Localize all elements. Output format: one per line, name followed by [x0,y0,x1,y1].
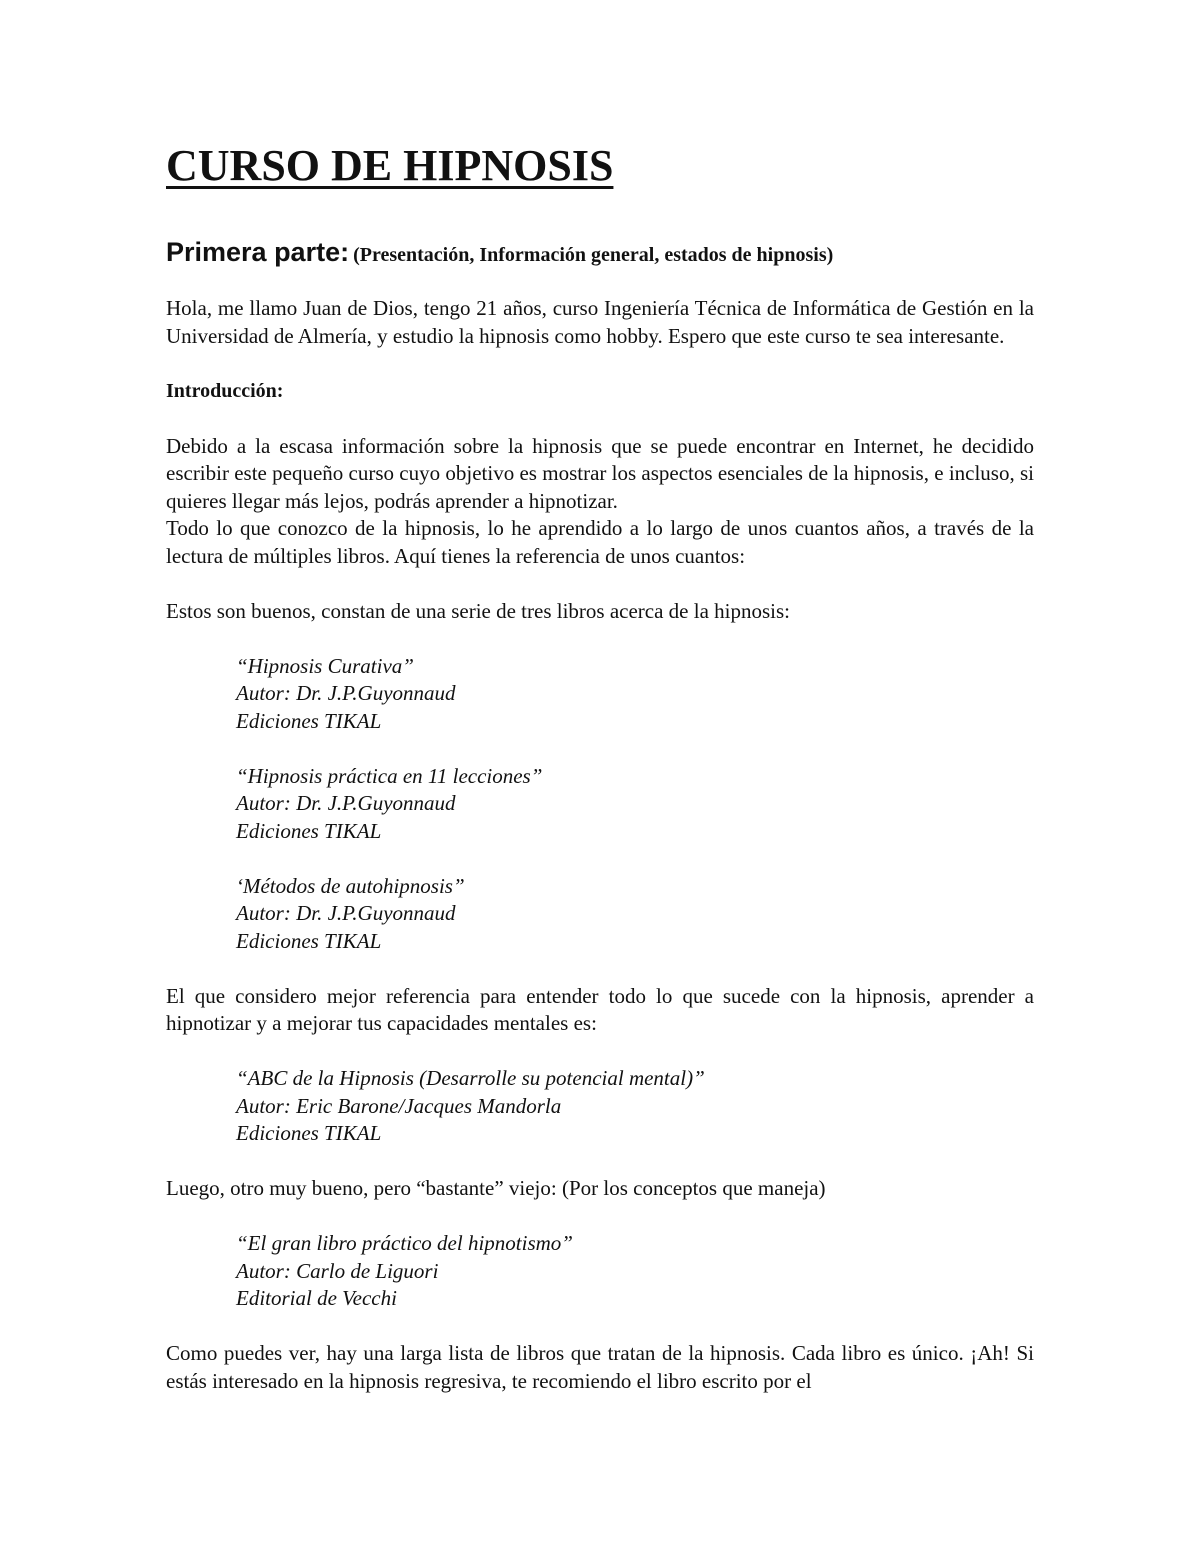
intro-paragraph: Hola, me llamo Juan de Dios, tengo 21 años, curso Ingeniería Técnica de Informática de Gestión en la Universidad de Almería, y estudio la hipnosis como hobby. Espero que este curso te sea interesante. [166,296,1034,348]
book-publisher: Editorial de Vecchi [236,1286,397,1310]
book-title: “El gran libro práctico del hipnotismo” [236,1231,573,1255]
book-reference [236,1230,1034,1313]
section-heading-introduccion: Introducción: [166,379,284,402]
book-title: “Hipnosis práctica en 11 lecciones” [236,763,543,788]
book-title: “Hipnosis Curativa” [236,653,414,678]
paragraph-3: Estos son buenos, constan de una serie de tres libros acerca de la hipnosis: [166,598,791,623]
book-reference [236,873,1034,956]
book-author: Autor: Dr. J.P.Guyonnaud [236,791,456,815]
book-title: “ABC de la Hipnosis (Desarrolle su potencial mental)” [236,1066,705,1090]
book-author: Autor: Dr. J.P.Guyonnaud [236,681,456,705]
book-author: Autor: Dr. J.P.Guyonnaud [236,901,456,925]
paragraph-1: Debido a la escasa información sobre la hipnosis que se puede encontrar en Internet, he decidido escribir este pequeño curso cuyo objetivo es mostrar los aspectos esenciales de la hipnosis, e incluso, si quieres llegar más lejos, podrás aprender a hipnotizar. [166,433,1034,513]
book-reference [236,1065,1034,1148]
part-heading [166,232,1034,277]
document-title: CURSO DE HIPNOSIS [166,141,614,190]
book-publisher: Ediciones TIKAL [236,928,382,953]
part-label: Primera parte: [166,237,350,267]
book-reference [236,653,1034,736]
paragraph-6: Como puedes ver, hay una larga lista de libros que tratan de la hipnosis. Cada libro es único. ¡Ah! Si estás interesado en la hipnosis regresiva, te recomiendo el libro escrito por el [166,1341,1034,1393]
book-author: Autor: Eric Barone/Jacques Mandorla [236,1093,562,1118]
part-subtitle: (Presentación, Información general, estados de hipnosis) [353,244,834,266]
book-author: Autor: Carlo de Liguori [236,1258,439,1283]
book-reference [236,763,1034,846]
paragraph-2: Todo lo que conozco de la hipnosis, lo he aprendido a lo largo de unos cuantos años, a través de la lectura de múltiples libros. Aquí tienes la referencia de unos cuantos: [166,516,1034,568]
document-content [166,140,1034,1395]
book-title: ‘Métodos de autohipnosis” [236,873,465,898]
paragraph-4: El que considero mejor referencia para entender todo lo que sucede con la hipnosis, aprender a hipnotizar y a mejorar tus capacidades mentales es: [166,983,1034,1035]
book-publisher: Ediciones TIKAL [236,708,382,733]
book-publisher: Ediciones TIKAL [236,1121,382,1145]
book-publisher: Ediciones TIKAL [236,818,382,843]
paragraph-5: Luego, otro muy bueno, pero “bastante” viejo: (Por los conceptos que maneja) [166,1176,826,1200]
